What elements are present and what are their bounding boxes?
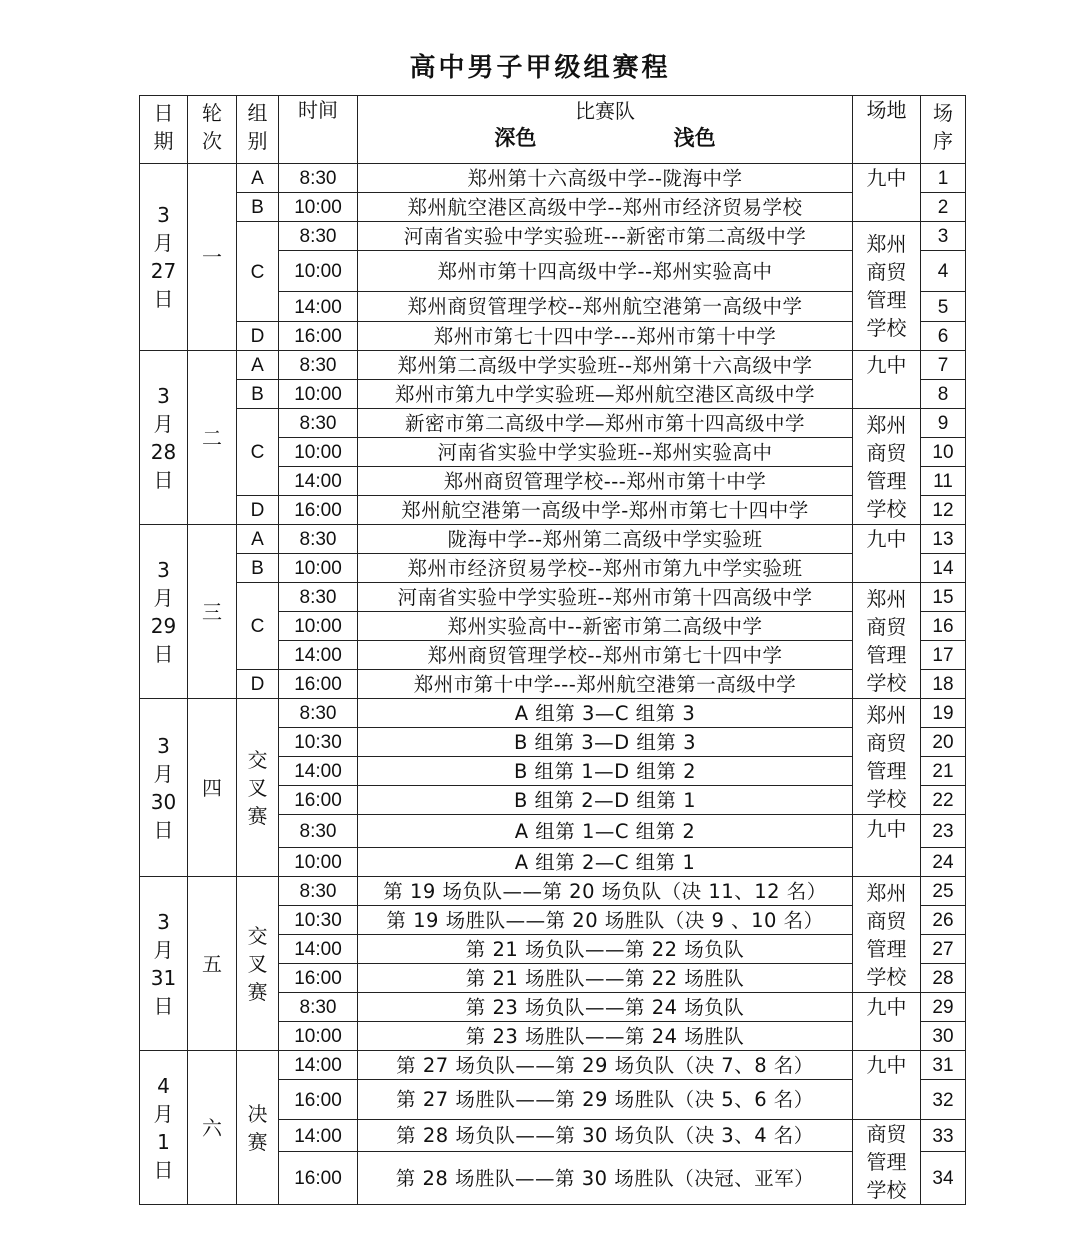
group-cell: D	[237, 322, 279, 351]
teams-cell: 郑州航空港区高级中学--郑州市经济贸易学校	[358, 193, 853, 222]
time-cell: 10:30	[279, 906, 358, 935]
match-row	[140, 380, 966, 409]
seq-cell: 24	[921, 848, 966, 877]
seq-cell: 16	[921, 612, 966, 641]
teams-cell: 河南省实验中学实验班--郑州市第十四高级中学	[358, 583, 853, 612]
teams-cell: 第 21 场胜队——第 22 场胜队	[358, 964, 853, 993]
time-cell: 10:00	[279, 1022, 358, 1051]
seq-cell: 5	[921, 292, 966, 322]
seq-cell: 23	[921, 815, 966, 848]
seq-cell: 18	[921, 670, 966, 699]
time-cell: 10:00	[279, 438, 358, 467]
time-cell: 16:00	[279, 496, 358, 525]
teams-cell: B 组第 2—D 组第 1	[358, 786, 853, 815]
teams-cell: 郑州市第十中学---郑州航空港第一高级中学	[358, 670, 853, 699]
date-cell: 4 月 1 日	[140, 1051, 188, 1205]
date-cell: 3 月 28 日	[140, 351, 188, 525]
time-cell: 8:30	[279, 525, 358, 554]
teams-cell: 新密市第二高级中学—郑州市第十四高级中学	[358, 409, 853, 438]
time-cell: 14:00	[279, 1120, 358, 1152]
seq-cell: 33	[921, 1120, 966, 1152]
teams-cell: A 组第 2—C 组第 1	[358, 848, 853, 877]
teams-cell: 郑州商贸管理学校--郑州航空港第一高级中学	[358, 292, 853, 322]
venue-cell: 九中	[853, 525, 921, 583]
teams-cell: 第 27 场负队——第 29 场负队（决 7、8 名）	[358, 1051, 853, 1080]
venue-cell: 九中	[853, 815, 921, 877]
schedule-table	[139, 95, 966, 1205]
header-teams-label: 比赛队	[575, 99, 635, 123]
seq-cell: 28	[921, 964, 966, 993]
teams-cell: 第 23 场胜队——第 24 场胜队	[358, 1022, 853, 1051]
venue-cell: 九中	[853, 993, 921, 1051]
group-cell: 交 叉 赛	[237, 699, 279, 877]
round-cell: 四	[188, 699, 237, 877]
teams-cell: 第 28 场胜队——第 30 场胜队（决冠、亚军）	[358, 1152, 853, 1205]
group-cell: A	[237, 351, 279, 380]
time-cell: 10:00	[279, 193, 358, 222]
header-round: 轮 次	[188, 96, 237, 164]
time-cell: 8:30	[279, 409, 358, 438]
round-cell: 六	[188, 1051, 237, 1205]
time-cell: 8:30	[279, 877, 358, 906]
group-cell: C	[237, 583, 279, 670]
time-cell: 16:00	[279, 1080, 358, 1120]
group-cell: A	[237, 164, 279, 193]
time-cell: 8:30	[279, 583, 358, 612]
seq-cell: 9	[921, 409, 966, 438]
venue-cell: 九中	[853, 351, 921, 409]
teams-cell: A 组第 1—C 组第 2	[358, 815, 853, 848]
round-cell: 一	[188, 164, 237, 351]
time-cell: 16:00	[279, 1152, 358, 1205]
time-cell: 8:30	[279, 815, 358, 848]
venue-cell: 郑州 商贸 管理 学校	[853, 583, 921, 699]
match-row	[140, 699, 966, 728]
match-row	[140, 877, 966, 906]
teams-cell: 郑州市第七十四中学---郑州市第十中学	[358, 322, 853, 351]
venue-cell: 九中	[853, 164, 921, 222]
group-cell: 决 赛	[237, 1051, 279, 1205]
header-group: 组 别	[237, 96, 279, 164]
group-cell: D	[237, 496, 279, 525]
venue-cell: 郑州 商贸 管理 学校	[853, 409, 921, 525]
time-cell: 14:00	[279, 935, 358, 964]
venue-cell: 郑州 商贸 管理 学校	[853, 699, 921, 815]
time-cell: 16:00	[279, 964, 358, 993]
time-cell: 10:30	[279, 728, 358, 757]
teams-cell: 郑州实验高中--新密市第二高级中学	[358, 612, 853, 641]
seq-cell: 32	[921, 1080, 966, 1120]
seq-cell: 15	[921, 583, 966, 612]
seq-cell: 20	[921, 728, 966, 757]
header-colors	[358, 123, 852, 153]
page-title: 高中男子甲级组赛程	[409, 53, 671, 83]
seq-cell: 7	[921, 351, 966, 380]
seq-cell: 27	[921, 935, 966, 964]
header-row	[140, 96, 966, 164]
match-row	[140, 322, 966, 351]
match-row	[140, 1051, 966, 1080]
header-teams	[358, 96, 853, 164]
seq-cell: 10	[921, 438, 966, 467]
teams-cell: A 组第 3—C 组第 3	[358, 699, 853, 728]
group-cell: B	[237, 193, 279, 222]
seq-cell: 22	[921, 786, 966, 815]
teams-cell: 郑州航空港第一高级中学-郑州市第七十四中学	[358, 496, 853, 525]
time-cell: 14:00	[279, 757, 358, 786]
seq-cell: 17	[921, 641, 966, 670]
seq-cell: 30	[921, 1022, 966, 1051]
group-cell: C	[237, 222, 279, 322]
time-cell: 10:00	[279, 251, 358, 292]
header-seq: 场 序	[921, 96, 966, 164]
match-row	[140, 525, 966, 554]
seq-cell: 21	[921, 757, 966, 786]
date-cell: 3 月 31 日	[140, 877, 188, 1051]
match-row	[140, 193, 966, 222]
group-cell: B	[237, 554, 279, 583]
header-dark: 深色	[494, 126, 537, 150]
time-cell: 10:00	[279, 554, 358, 583]
teams-cell: 郑州市经济贸易学校--郑州市第九中学实验班	[358, 554, 853, 583]
seq-cell: 25	[921, 877, 966, 906]
header-date: 日 期	[140, 96, 188, 164]
venue-cell: 郑州 商贸 管理 学校	[853, 877, 921, 993]
seq-cell: 31	[921, 1051, 966, 1080]
seq-cell: 3	[921, 222, 966, 251]
match-row	[140, 164, 966, 193]
time-cell: 16:00	[279, 670, 358, 699]
seq-cell: 26	[921, 906, 966, 935]
teams-cell: 第 19 场胜队——第 20 场胜队（决 9 、10 名）	[358, 906, 853, 935]
time-cell: 10:00	[279, 848, 358, 877]
teams-cell: 郑州第十六高级中学--陇海中学	[358, 164, 853, 193]
time-cell: 14:00	[279, 467, 358, 496]
time-cell: 14:00	[279, 1051, 358, 1080]
teams-cell: 第 23 场负队——第 24 场负队	[358, 993, 853, 1022]
seq-cell: 12	[921, 496, 966, 525]
time-cell: 14:00	[279, 641, 358, 670]
teams-cell: 河南省实验中学实验班--郑州实验高中	[358, 438, 853, 467]
header-venue: 场地	[853, 96, 921, 164]
date-cell: 3 月 27 日	[140, 164, 188, 351]
seq-cell: 6	[921, 322, 966, 351]
venue-cell: 商贸 管理 学校	[853, 1120, 921, 1205]
date-cell: 3 月 30 日	[140, 699, 188, 877]
seq-cell: 19	[921, 699, 966, 728]
time-cell: 8:30	[279, 222, 358, 251]
time-cell: 16:00	[279, 322, 358, 351]
teams-cell: 第 28 场负队——第 30 场负队（决 3、4 名）	[358, 1120, 853, 1152]
header-light: 浅色	[673, 126, 716, 150]
seq-cell: 4	[921, 251, 966, 292]
group-cell: B	[237, 380, 279, 409]
seq-cell: 29	[921, 993, 966, 1022]
group-cell: 交 叉 赛	[237, 877, 279, 1051]
round-cell: 五	[188, 877, 237, 1051]
seq-cell: 34	[921, 1152, 966, 1205]
teams-cell: 第 27 场胜队——第 29 场胜队（决 5、6 名）	[358, 1080, 853, 1120]
date-cell: 3 月 29 日	[140, 525, 188, 699]
header-time: 时间	[279, 96, 358, 164]
teams-cell: 第 19 场负队——第 20 场负队（决 11、12 名）	[358, 877, 853, 906]
match-row	[140, 583, 966, 612]
time-cell: 14:00	[279, 292, 358, 322]
seq-cell: 13	[921, 525, 966, 554]
match-row	[140, 351, 966, 380]
teams-cell: 郑州市第十四高级中学--郑州实验高中	[358, 251, 853, 292]
seq-cell: 8	[921, 380, 966, 409]
seq-cell: 2	[921, 193, 966, 222]
group-cell: D	[237, 670, 279, 699]
match-row	[140, 554, 966, 583]
teams-cell: 郑州商贸管理学校--郑州市第七十四中学	[358, 641, 853, 670]
teams-cell: 第 21 场负队——第 22 场负队	[358, 935, 853, 964]
teams-cell: 陇海中学--郑州第二高级中学实验班	[358, 525, 853, 554]
teams-cell: 郑州市第九中学实验班—郑州航空港区高级中学	[358, 380, 853, 409]
time-cell: 10:00	[279, 380, 358, 409]
round-cell: 三	[188, 525, 237, 699]
round-cell: 二	[188, 351, 237, 525]
time-cell: 8:30	[279, 164, 358, 193]
teams-cell: B 组第 3—D 组第 3	[358, 728, 853, 757]
group-cell: C	[237, 409, 279, 496]
teams-cell: B 组第 1—D 组第 2	[358, 757, 853, 786]
seq-cell: 11	[921, 467, 966, 496]
match-row	[140, 222, 966, 251]
seq-cell: 1	[921, 164, 966, 193]
seq-cell: 14	[921, 554, 966, 583]
group-cell: A	[237, 525, 279, 554]
time-cell: 8:30	[279, 699, 358, 728]
teams-cell: 郑州商贸管理学校---郑州市第十中学	[358, 467, 853, 496]
time-cell: 10:00	[279, 612, 358, 641]
venue-cell: 九中	[853, 1051, 921, 1120]
time-cell: 8:30	[279, 351, 358, 380]
match-row	[140, 409, 966, 438]
match-row	[140, 496, 966, 525]
teams-cell: 河南省实验中学实验班---新密市第二高级中学	[358, 222, 853, 251]
teams-cell: 郑州第二高级中学实验班--郑州第十六高级中学	[358, 351, 853, 380]
venue-cell: 郑州 商贸 管理 学校	[853, 222, 921, 351]
match-row	[140, 670, 966, 699]
time-cell: 8:30	[279, 993, 358, 1022]
time-cell: 16:00	[279, 786, 358, 815]
